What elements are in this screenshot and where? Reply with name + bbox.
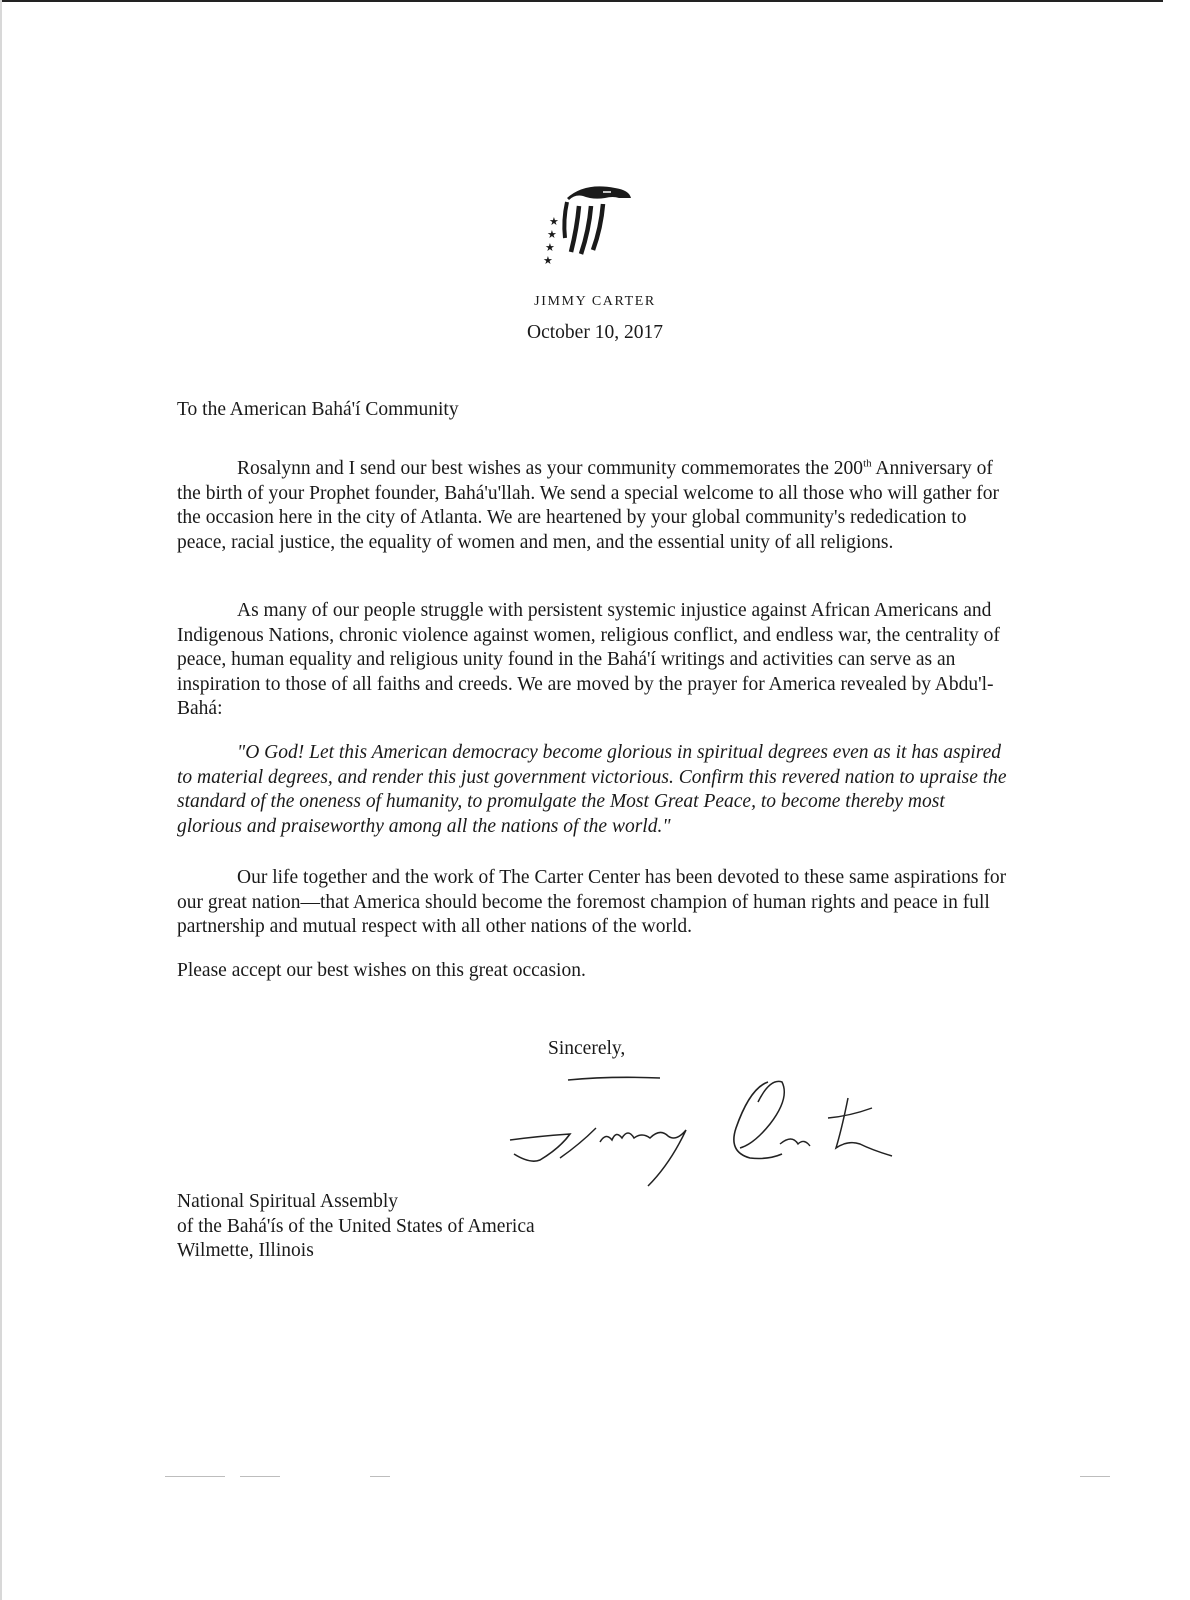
handwritten-signature (500, 1068, 900, 1198)
prayer-quote: "O God! Let this American democracy become glorious in spiritual degrees even as it has aspired to material degrees, and render this just government victorious. Confirm this revered nation to upraise the standard of the oneness of humanity, to promulgate the Most Great Peace, to become thereby most glorious and praiseworthy among all the nations of the world." (177, 742, 1007, 837)
recipient-line-1: National Spiritual Assembly (177, 1191, 398, 1212)
paragraph-2: As many of our people struggle with persistent systemic injustice against African Americans and Indigenous Nations, chronic violence against women, religious conflict, and endless war, the centrality of peace, human equality and religious unity found in the Bahá'í writings and activities can serve as an inspiration to those of all faiths and creeds. We are moved by the prayer for America revealed by Abdu'l-Bahá: (177, 600, 1000, 719)
eagle-with-stars-icon (545, 180, 645, 275)
scan-edge-left (0, 0, 2, 1600)
letterhead-name: JIMMY CARTER (534, 294, 656, 309)
paragraph-1 (177, 457, 1007, 555)
letter-date: October 10, 2017 (527, 322, 663, 343)
svg-text:★: ★ (543, 254, 553, 267)
ordinal-suffix: th (863, 457, 872, 470)
closing: Sincerely, (548, 1038, 626, 1059)
scan-artifact (1080, 1476, 1110, 1477)
salutation: To the American Bahá'í Community (177, 399, 459, 420)
paragraph-4: Our life together and the work of The Carter Center has been devoted to these same aspirations for our great nation—that America should become the foremost champion of human rights and peace in full partnership and mutual respect with all other nations of the world. (177, 867, 1007, 937)
svg-text:★: ★ (547, 228, 557, 241)
svg-text:★: ★ (549, 215, 559, 228)
paragraph-5: Please accept our best wishes on this great occasion. (177, 960, 586, 981)
scan-edge-top (0, 0, 1163, 2)
recipient-address (177, 1190, 535, 1264)
paragraph-1-rest: Anniversary of the birth of your Prophet founder, Bahá'u'llah. We send a special welcome to all those who will gather for the occasion here in the city of Atlanta. We are heartened by your global community's rededication to peace, racial justice, the equality of women and men, and the essential unity of all religions. (177, 458, 1000, 553)
scan-artifact (370, 1476, 390, 1477)
svg-text:★: ★ (545, 241, 555, 254)
recipient-line-2: of the Bahá'ís of the United States of America (177, 1215, 535, 1237)
paragraph-1-start: Rosalynn and I send our best wishes as your community commemorates the 200 (237, 458, 864, 479)
scan-artifact (165, 1476, 225, 1477)
scan-artifact (240, 1476, 280, 1477)
recipient-line-3: Wilmette, Illinois (177, 1240, 314, 1261)
